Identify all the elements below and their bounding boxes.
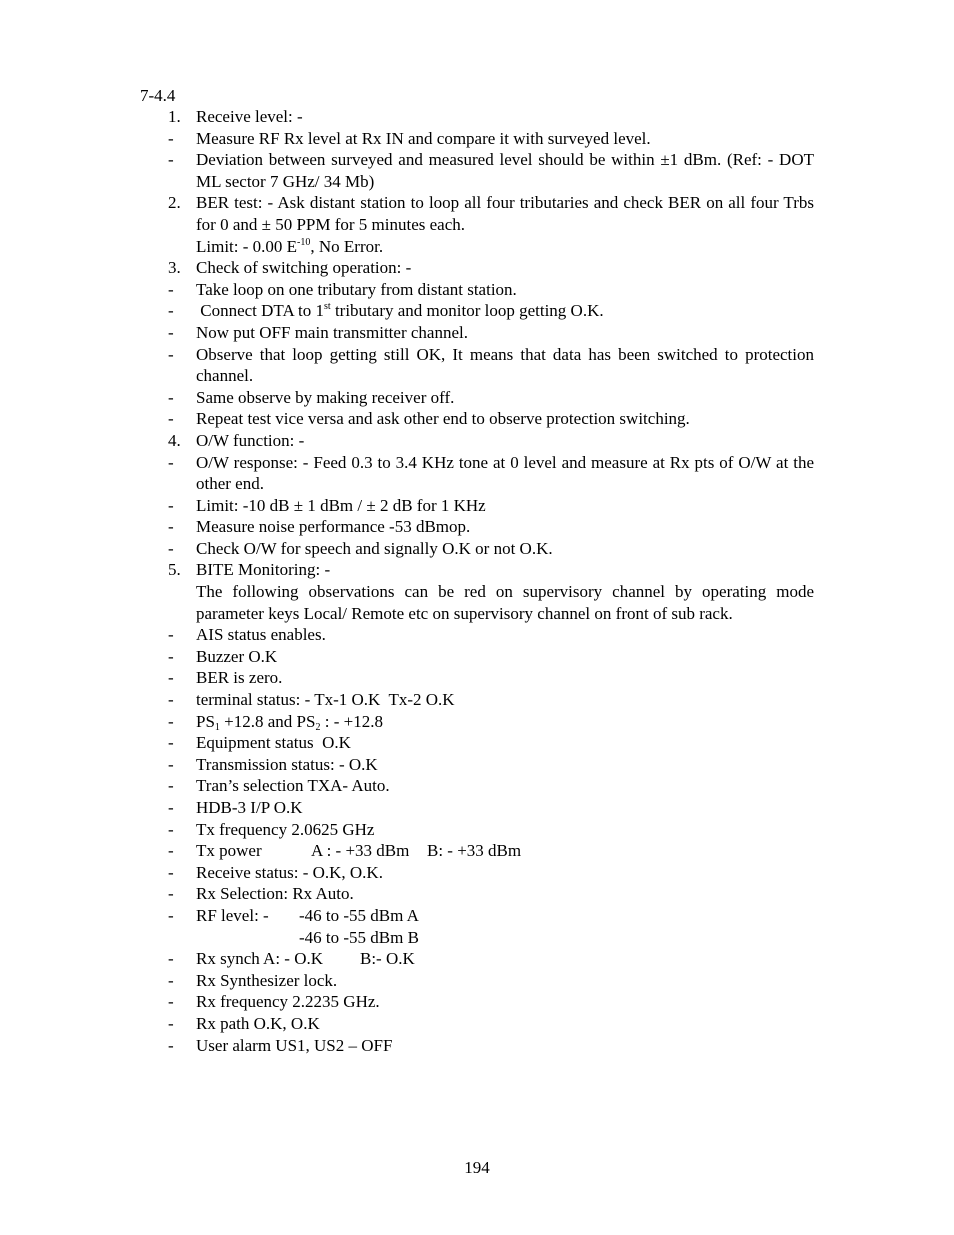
dash-marker: -	[168, 733, 174, 753]
ps-value-1: +12.8 and PS	[219, 711, 316, 731]
list-item	[168, 106, 814, 128]
dash-marker: -	[168, 862, 174, 882]
bullet-item	[168, 300, 814, 322]
rf-level-label: RF level: -	[196, 905, 269, 925]
bullet-text: Rx Synthesizer lock.	[196, 970, 338, 990]
list-item	[168, 430, 814, 452]
rx-synch-b: B:- O.K	[360, 949, 415, 969]
item-number: 3.	[168, 258, 181, 278]
page-number: 194	[464, 1158, 490, 1177]
item-number: 2.	[168, 193, 181, 213]
bullet-text: Equipment status O.K	[196, 733, 351, 753]
bullet-text: Take loop on one tributary from distant station.	[196, 279, 517, 299]
dash-marker: -	[168, 798, 174, 817]
bullet-item	[168, 754, 814, 776]
list-item	[168, 559, 814, 624]
bullet-item	[168, 495, 814, 517]
dash-marker: -	[168, 992, 174, 1012]
dash-marker: -	[168, 949, 174, 969]
dash-marker: -	[168, 517, 174, 537]
item-number: 4.	[168, 430, 181, 450]
bullet-text: Limit: -10 dB ± 1 dBm / ± 2 dB for 1 KHz	[196, 495, 486, 515]
bullet-item	[168, 1013, 814, 1035]
procedure-list	[168, 106, 814, 1056]
bullet-text: Repeat test vice versa and ask other end to observe protection switching.	[196, 409, 690, 429]
bullet-text: Receive status: - O.K, O.K.	[196, 862, 383, 882]
dash-marker: -	[168, 711, 174, 731]
bite-paragraph: The following observations can be red on supervisory channel by operating mode parameter keys Local/ Remote etc on supervisory channel on front of sub rack.	[196, 582, 814, 623]
bullet-text	[196, 840, 814, 862]
dash-marker: -	[168, 841, 174, 861]
dash-marker: -	[168, 776, 174, 796]
ber-limit-exponent: -10	[297, 236, 311, 248]
bite-heading: BITE Monitoring: -	[196, 560, 331, 580]
dash-marker: -	[168, 409, 174, 429]
bullet-item	[168, 689, 814, 711]
bullet-text: HDB-3 I/P O.K	[196, 798, 303, 817]
dash-marker: -	[168, 128, 174, 148]
bullet-text: Check O/W for speech and signally O.K or not O.K.	[196, 538, 553, 558]
bullet-item	[168, 1035, 814, 1057]
item-text: Check of switching operation: -	[196, 258, 412, 278]
ber-test-text: BER test: - Ask distant station to loop all four tributaries and check BER on all four Trbs for 0 and ± 50 PPM for 5 minutes each.	[196, 193, 814, 234]
dash-marker: -	[168, 668, 174, 688]
bullet-item	[168, 862, 814, 884]
tx-power-a: A : - +33 dBm	[311, 841, 410, 861]
tx-power-b: B: - +33 dBm	[427, 841, 522, 861]
item-text: O/W function: -	[196, 430, 305, 450]
dash-marker: -	[168, 1035, 174, 1055]
bullet-item	[168, 970, 814, 992]
bullet-item	[168, 387, 814, 409]
rf-level-a: -46 to -55 dBm A	[299, 905, 419, 925]
bullet-text: BER is zero.	[196, 668, 283, 688]
item-number: 1.	[168, 107, 181, 126]
bullet-item	[168, 883, 814, 905]
bullet-item	[168, 667, 814, 689]
dash-marker: -	[168, 452, 174, 472]
dash-marker: -	[168, 322, 174, 342]
item-text	[196, 192, 814, 257]
bullet-text: Now put OFF main transmitter channel.	[196, 322, 468, 342]
item-text	[196, 559, 814, 624]
bullet-item	[168, 840, 814, 862]
bullet-item	[168, 624, 814, 646]
ps-subscript-2: 2	[315, 721, 321, 733]
connect-tail: tributary and monitor loop getting O.K.	[330, 301, 604, 321]
ps-value-2: : - +12.8	[320, 711, 383, 731]
bullet-text: Measure RF Rx level at Rx IN and compare it with surveyed level.	[196, 128, 651, 148]
item-text: Receive level: -	[196, 107, 303, 126]
rf-level-b: -46 to -55 dBm B	[299, 927, 419, 947]
bullet-text: terminal status: - Tx-1 O.K Tx-2 O.K	[196, 690, 455, 710]
ber-limit-text: Limit: - 0.00 E	[196, 236, 298, 256]
bullet-item	[168, 279, 814, 301]
item-number: 5.	[168, 560, 181, 580]
bullet-text: Tx frequency 2.0625 GHz	[196, 819, 375, 839]
dash-marker: -	[168, 884, 174, 904]
bullet-text	[196, 905, 814, 948]
dash-marker: -	[168, 970, 174, 990]
bullet-text	[196, 300, 814, 322]
bullet-item	[168, 797, 814, 819]
bullet-item	[168, 128, 814, 150]
bullet-text: Rx path O.K, O.K	[196, 1013, 320, 1033]
dash-marker: -	[168, 279, 174, 299]
bullet-text: Deviation between surveyed and measured level should be within ±1 dBm. (Ref: - DOT ML sector 7 GHz/ 34 Mb)	[196, 150, 814, 191]
bullet-item	[168, 646, 814, 668]
ordinal-suffix: st	[324, 301, 331, 313]
ps-label: PS	[196, 711, 215, 731]
ber-limit-tail: , No Error.	[310, 236, 384, 256]
bullet-item	[168, 322, 814, 344]
bullet-item	[168, 452, 814, 495]
bullet-text: Rx Selection: Rx Auto.	[196, 884, 354, 904]
bullet-text: AIS status enables.	[196, 625, 326, 645]
connect-text: Connect DTA to 1	[196, 301, 325, 321]
dash-marker: -	[168, 538, 174, 558]
section-number: 7-4.4	[140, 86, 176, 105]
bullet-item	[168, 775, 814, 797]
bullet-text	[196, 948, 814, 970]
bullet-text: Observe that loop getting still OK, It means that data has been switched to protection channel.	[196, 344, 814, 386]
tx-power-label: Tx power	[196, 841, 262, 861]
dash-marker: -	[168, 625, 174, 645]
bullet-text: Transmission status: - O.K	[196, 754, 378, 774]
bullet-text: Measure noise performance -53 dBmop.	[196, 517, 471, 537]
list-item	[168, 257, 814, 279]
bullet-text: Tran’s selection TXA- Auto.	[196, 776, 390, 796]
bullet-text: Same observe by making receiver off.	[196, 387, 455, 407]
bullet-item	[168, 408, 814, 430]
bullet-item	[168, 711, 814, 733]
dash-marker: -	[168, 301, 174, 321]
dash-marker: -	[168, 754, 174, 774]
bullet-text: Rx frequency 2.2235 GHz.	[196, 992, 380, 1012]
bullet-text	[196, 711, 814, 733]
bullet-item	[168, 516, 814, 538]
bullet-item	[168, 991, 814, 1013]
rx-synch-a: Rx synch A: - O.K	[196, 949, 324, 969]
dash-marker: -	[168, 387, 174, 407]
bullet-item	[168, 948, 814, 970]
dash-marker: -	[168, 344, 174, 364]
dash-marker: -	[168, 1013, 174, 1033]
bullet-item	[168, 732, 814, 754]
bullet-item	[168, 819, 814, 841]
bullet-text: User alarm US1, US2 – OFF	[196, 1035, 393, 1055]
bullet-item	[168, 149, 814, 192]
dash-marker: -	[168, 905, 174, 925]
dash-marker: -	[168, 690, 174, 710]
bullet-item	[168, 344, 814, 387]
bullet-item	[168, 905, 814, 948]
dash-marker: -	[168, 150, 174, 170]
list-item	[168, 192, 814, 257]
ps-subscript-1: 1	[214, 721, 220, 733]
dash-marker: -	[168, 819, 174, 839]
bullet-item	[168, 538, 814, 560]
bullet-text: Buzzer O.K	[196, 646, 278, 666]
dash-marker: -	[168, 646, 174, 666]
dash-marker: -	[168, 495, 174, 515]
bullet-text: O/W response: - Feed 0.3 to 3.4 KHz tone at 0 level and measure at Rx pts of O/W at the other end.	[196, 452, 814, 494]
